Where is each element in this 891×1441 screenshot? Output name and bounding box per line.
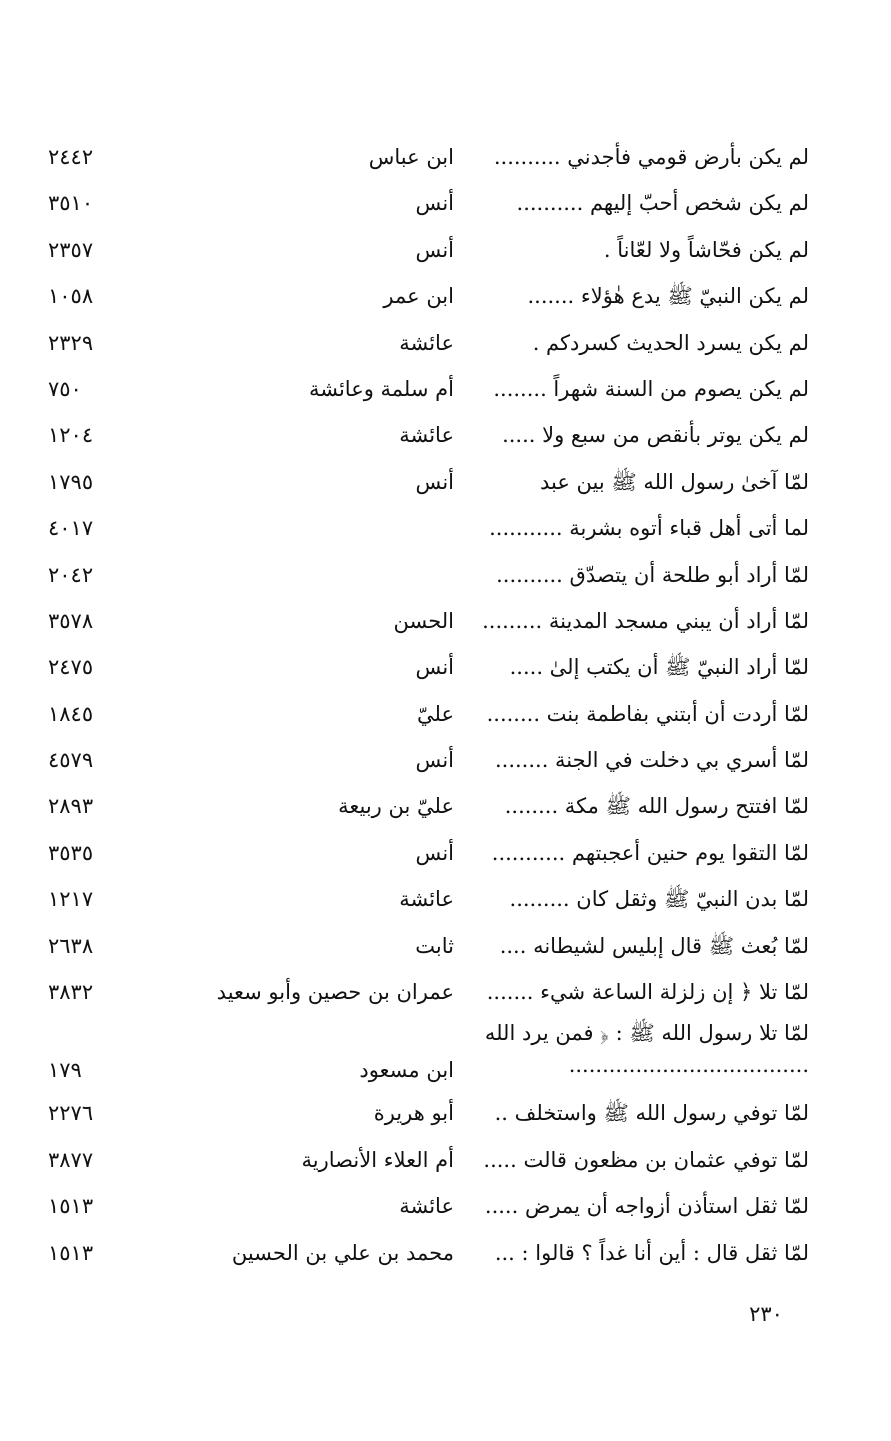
narrator: أنس [415,237,454,262]
index-entry [0,1183,891,1229]
hadith-number: ٢٦٣٨ [48,933,94,958]
hadith-incipit: لما أتى أهل قباء أتوه بشربة ........... [489,516,809,541]
hadith-incipit: لمّا أسري بي دخلت في الجنة ........ [494,748,809,773]
narrator: ابن عمر [383,284,454,309]
page-number: ٢٣٠ [749,1302,783,1326]
hadith-incipit: لمّا ثقل استأذن أزواجه أن يمرض ..... [484,1194,809,1219]
narrator: أم سلمة وعائشة [308,376,454,401]
hadith-incipit: لم يكن يوتر بأنقص من سبع ولا ..... [502,423,809,448]
hadith-number: ٢٠٤٢ [48,562,94,587]
index-entry [0,691,891,737]
hadith-incipit: لم يكن شخص أحبّ إليهم .......... [516,191,809,216]
hadith-incipit: لمّا بدن النبيّ ﷺ وثقل كان ......... [509,887,809,912]
narrator: عمران بن حصين وأبو سعيد [216,980,454,1005]
index-entry [0,644,891,690]
narrator: أنس [415,655,454,680]
hadith-number: ٢٣٢٩ [48,330,94,355]
index-entry [0,412,891,458]
index-entry [0,737,891,783]
hadith-number: ١٧٩٥ [48,469,94,494]
hadith-number: ٣٥١٠ [48,191,94,216]
hadith-number: ٣٨٣٢ [48,980,94,1005]
index-entry [0,969,891,1015]
narrator: عائشة [399,330,454,355]
narrator: ابن مسعود [359,1058,454,1083]
index-entry [0,366,891,412]
hadith-incipit: لمّا أردت أن أبتني بفاطمة بنت ........ [486,701,809,726]
hadith-number: ١٢٠٤ [48,423,94,448]
narrator: محمد بن علي بن الحسين [231,1240,454,1265]
narrator: الحسن [393,608,454,633]
hadith-incipit: لم يكن النبيّ ﷺ يدع هٰؤلاء ....... [527,284,809,309]
narrator: عائشة [399,423,454,448]
hadith-number: ١٢١٧ [48,887,94,912]
hadith-number: ٤٥٧٩ [48,748,94,773]
index-entry [0,459,891,505]
narrator: أم العلاء الأنصارية [301,1147,454,1172]
hadith-incipit: لمّا التقوا يوم حنين أعجبتهم ........... [491,840,809,865]
hadith-incipit: لمّا تلا رسول الله ﷺ : ﴿ فمن يرد الله .................................... [484,1021,809,1078]
index-entry [0,1090,891,1136]
narrator: أنس [415,191,454,216]
hadith-number: ١٧٩ [48,1058,82,1083]
index-entry [0,598,891,644]
hadith-number: ٣٥٧٨ [48,608,94,633]
hadith-number: ٧٥٠ [48,376,82,401]
hadith-number: ٣٥٣٥ [48,840,94,865]
index-entry [0,1015,891,1090]
hadith-incipit: لم يكن فحّاشاً ولا لعّاناً . [603,237,809,262]
hadith-incipit: لمّا افتتح رسول الله ﷺ مكة ........ [504,794,809,819]
narrator: أنس [415,469,454,494]
narrator: عائشة [399,1194,454,1219]
hadith-incipit: لمّا توفي رسول الله ﷺ واستخلف .. [494,1101,809,1126]
hadith-number: ١٠٥٨ [48,284,94,309]
hadith-incipit: لم يكن بأرض قومي فأجدني .......... [493,145,809,169]
index-entry [0,1137,891,1183]
hadith-incipit: لمّا ثقل قال : أين أنا غداً ؟ قالوا : ... [494,1240,809,1265]
narrator: أنس [415,748,454,773]
index-entry [0,1230,891,1276]
hadith-number: ٢٢٧٦ [48,1101,94,1126]
narrator: أنس [415,840,454,865]
index-entry [0,505,891,551]
narrator: عليّ [417,701,454,726]
index-entry [0,227,891,273]
index-entry [0,180,891,226]
hadith-incipit: لمّا تلا ﴿ إن زلزلة الساعة شيء ....... [486,980,809,1005]
hadith-number: ٢٤٧٥ [48,655,94,680]
narrator: عائشة [399,887,454,912]
index-entry [0,783,891,829]
index-entry [0,552,891,598]
hadith-number: ١٨٤٥ [48,701,94,726]
narrator: أبو هريرة [373,1101,454,1126]
narrator: عليّ بن ربيعة [338,794,454,819]
hadith-index-list [0,134,891,1276]
hadith-number: ٢٣٥٧ [48,237,94,262]
hadith-incipit: لمّا آخىٰ رسول الله ﷺ بين عبد [539,469,809,494]
hadith-number: ٢٤٤٢ [48,145,94,169]
hadith-incipit: لم يكن يسرد الحديث كسردكم . [532,330,809,355]
hadith-number: ١٥١٣ [48,1194,94,1219]
index-entry [0,923,891,969]
hadith-number: ٤٠١٧ [48,516,94,541]
narrator: ثابت [415,933,454,958]
hadith-incipit: لمّا أراد أن يبني مسجد المدينة ......... [482,608,809,633]
hadith-incipit: لمّا توفي عثمان بن مظعون قالت ..... [483,1147,809,1172]
index-entry [0,830,891,876]
hadith-number: ١٥١٣ [48,1240,94,1265]
hadith-incipit: لمّا أراد أبو طلحة أن يتصدّق .......... [496,562,809,587]
hadith-incipit: لمّا أراد النبيّ ﷺ أن يكتب إلىٰ ..... [509,655,809,680]
hadith-number: ٣٨٧٧ [48,1147,94,1172]
index-entry [0,273,891,319]
hadith-incipit: لمّا بُعث ﷺ قال إبليس لشيطانه .... [499,933,809,958]
hadith-incipit: لم يكن يصوم من السنة شهراً ........ [493,376,809,401]
index-entry [0,876,891,922]
narrator: ابن عباس [368,145,454,169]
index-entry [0,134,891,180]
hadith-number: ٢٨٩٣ [48,794,94,819]
index-entry [0,320,891,366]
